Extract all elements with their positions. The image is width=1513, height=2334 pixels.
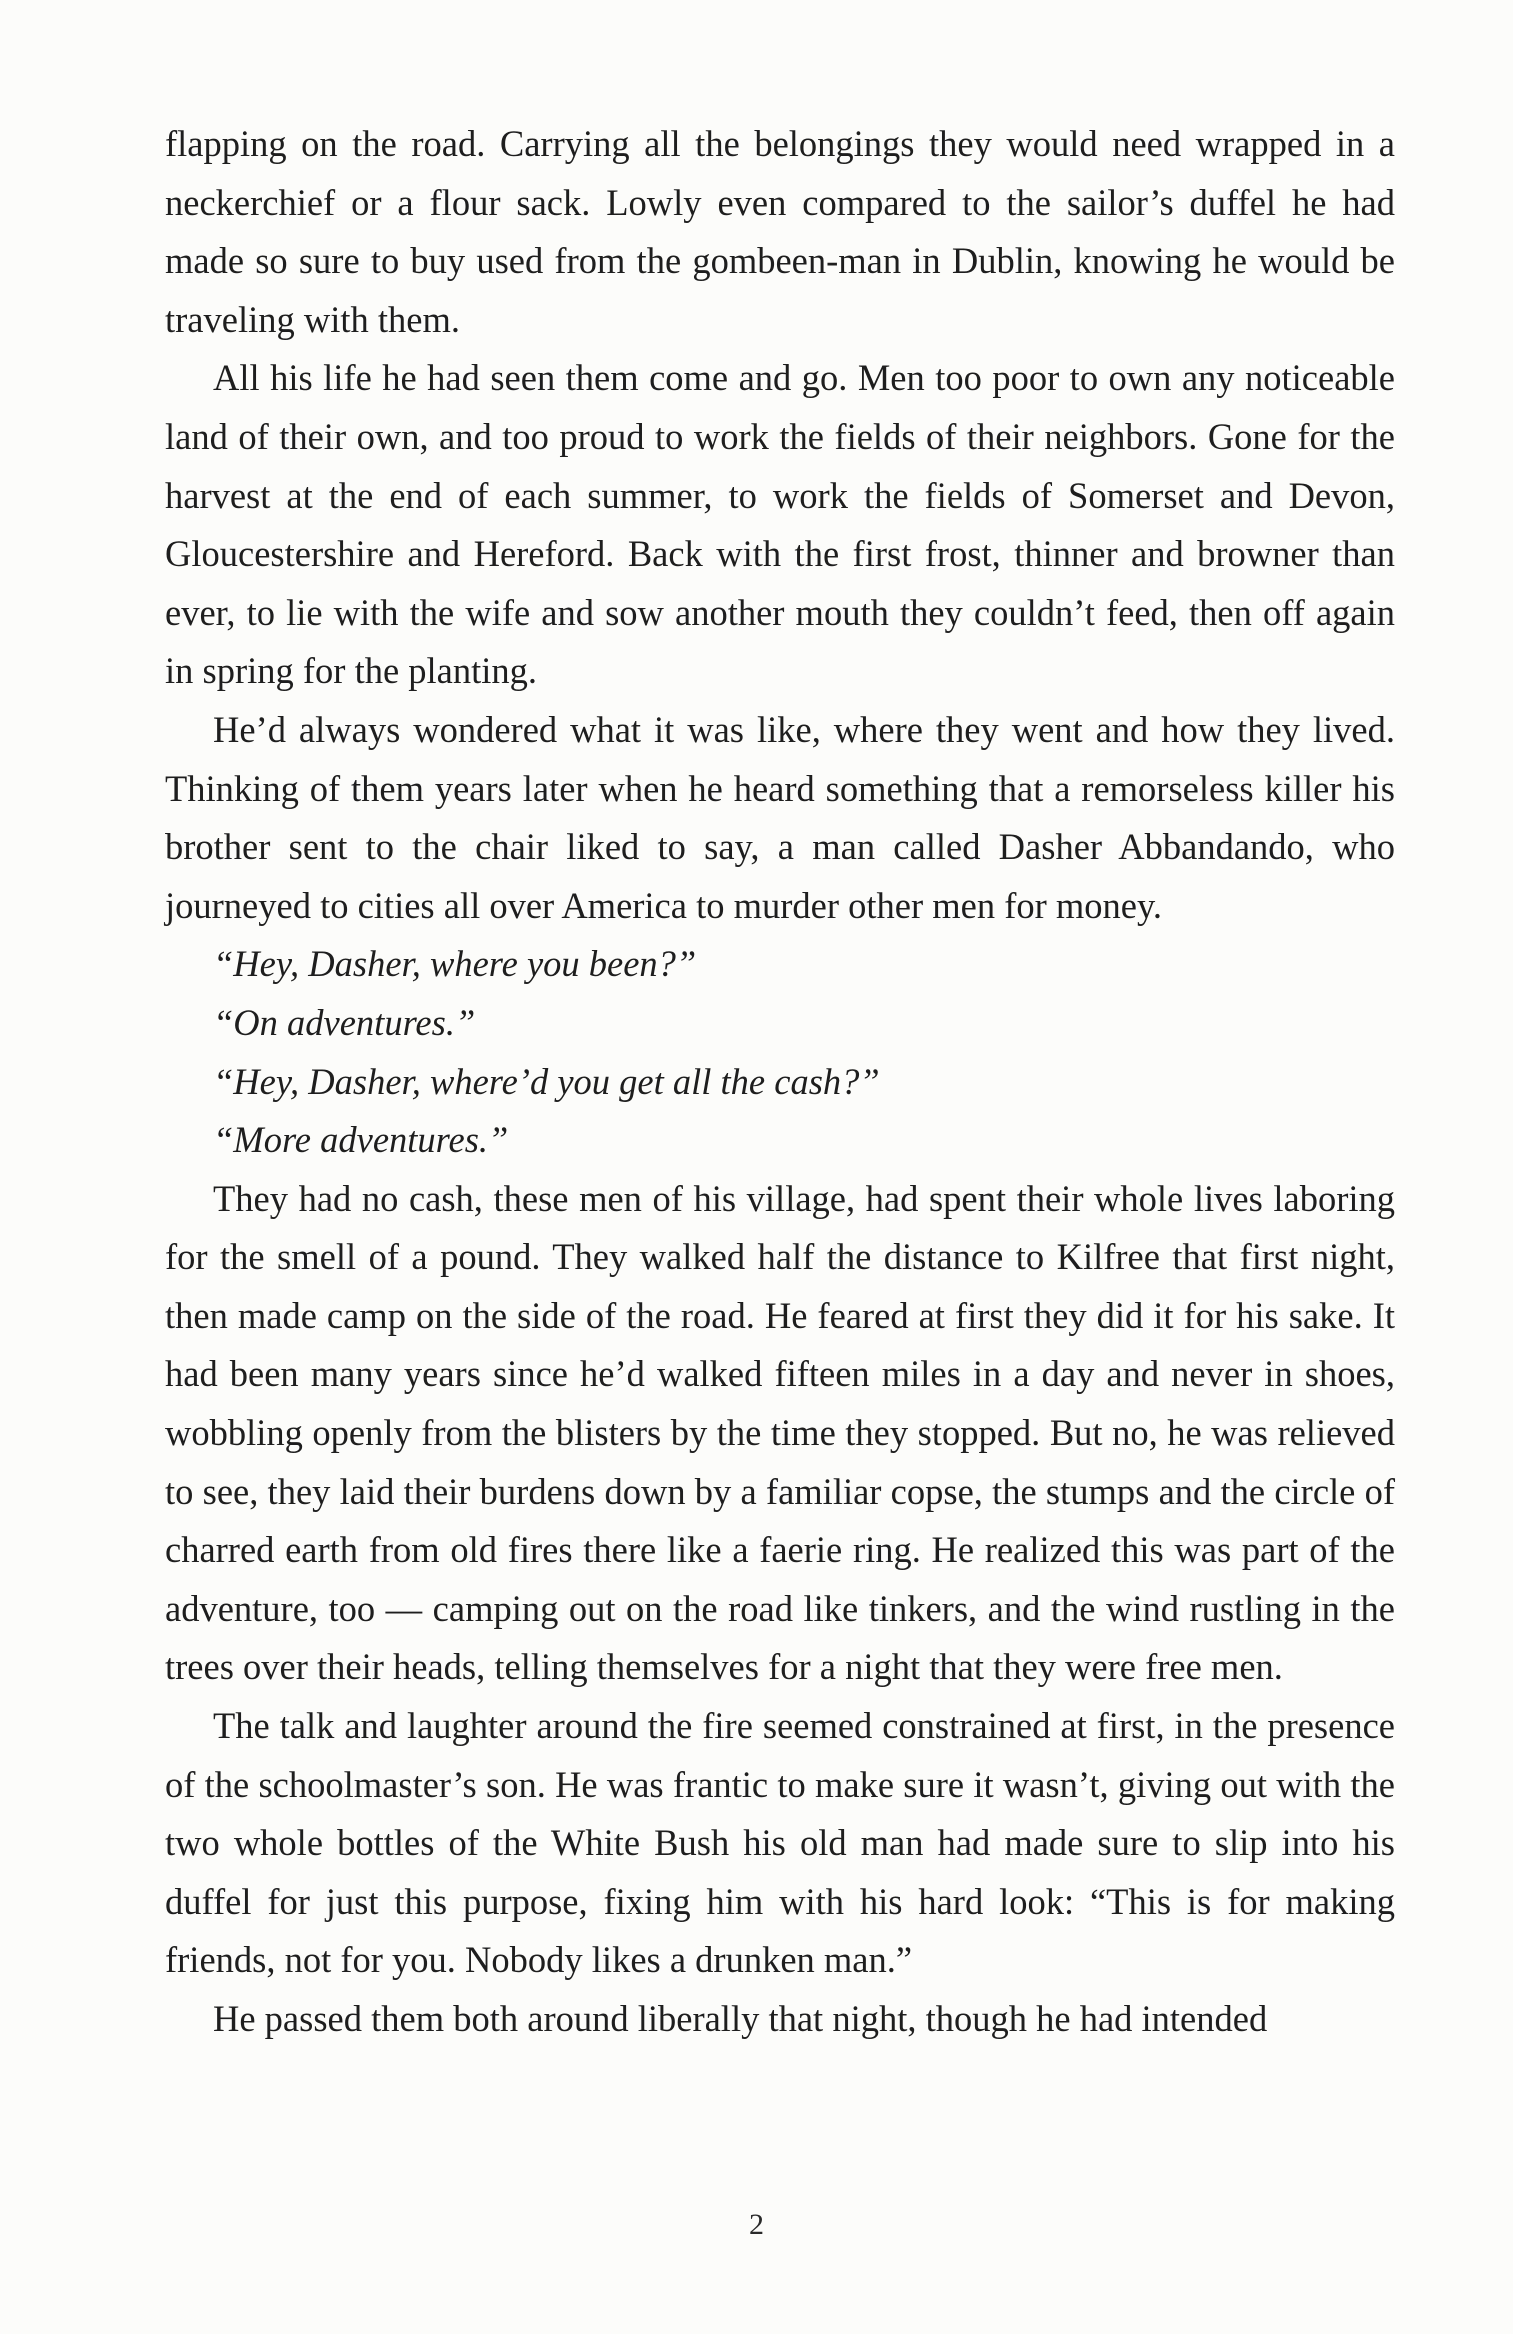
dialogue-line-1: “Hey, Dasher, where you been?” bbox=[213, 943, 697, 985]
body-text bbox=[165, 115, 1395, 2049]
paragraph-5: The talk and laughter around the fire seemed constrained at first, in the presence of the schoolmaster’s son. He was frantic to make sure it wasn’t, giving out with the two whole bottles of the White Bush his old man had made sure to slip into his duffel for just this purpose, fixing him with his hard look: “This is for making friends, not for you. Nobody likes a drunken man.” bbox=[165, 1705, 1395, 1981]
page-number: 2 bbox=[749, 2208, 764, 2241]
dialogue-line-2: “On adventures.” bbox=[213, 1001, 476, 1043]
dialogue-line-4: “More adventures.” bbox=[213, 1119, 509, 1161]
dialogue-line-3: “Hey, Dasher, where’d you get all the cash?” bbox=[213, 1060, 880, 1102]
paragraph-3: He’d always wondered what it was like, where they went and how they lived. Thinking of them years later when he heard something that a remorseless killer his brother sent to the chair liked to say, a man called Dasher Abbandando, who journeyed to cities all over America to murder other men for money. bbox=[165, 708, 1395, 926]
paragraph-6: He passed them both around liberally that night, though he had intended bbox=[213, 1998, 1268, 2039]
paragraph-4: They had no cash, these men of his village, had spent their whole lives laboring for the smell of a pound. They walked half the distance to Kilfree that first night, then made camp on the side of the road. He feared at first they did it for his sake. It had been many years since he’d walked fifteen miles in a day and never in shoes, wobbling openly from the blisters by the time they stopped. But no, he was relieved to see, they laid their burdens down by a familiar copse, the stumps and the circle of charred earth from old fires there like a faerie ring. He realized this was part of the adventure, too — camping out on the road like tinkers, and the wind rustling in the trees over their heads, telling themselves for a night that they were free men. bbox=[165, 1177, 1395, 1688]
paragraph-1: flapping on the road. Carrying all the belongings they would need wrapped in a neckerchief or a flour sack. Lowly even compared to the sailor’s duffel he had made so sure to buy used from the gombeen-man in Dublin, knowing he would be traveling with them. bbox=[165, 123, 1395, 340]
paragraph-2: All his life he had seen them come and go. Men too poor to own any noticeable land of their own, and too proud to work the fields of their neighbors. Gone for the harvest at the end of each summer, to work the fields of Somerset and Devon, Gloucestershire and Hereford. Back with the first frost, thinner and browner than ever, to lie with the wife and sow another mouth they couldn’t feed, then off again in spring for the planting. bbox=[165, 357, 1395, 692]
